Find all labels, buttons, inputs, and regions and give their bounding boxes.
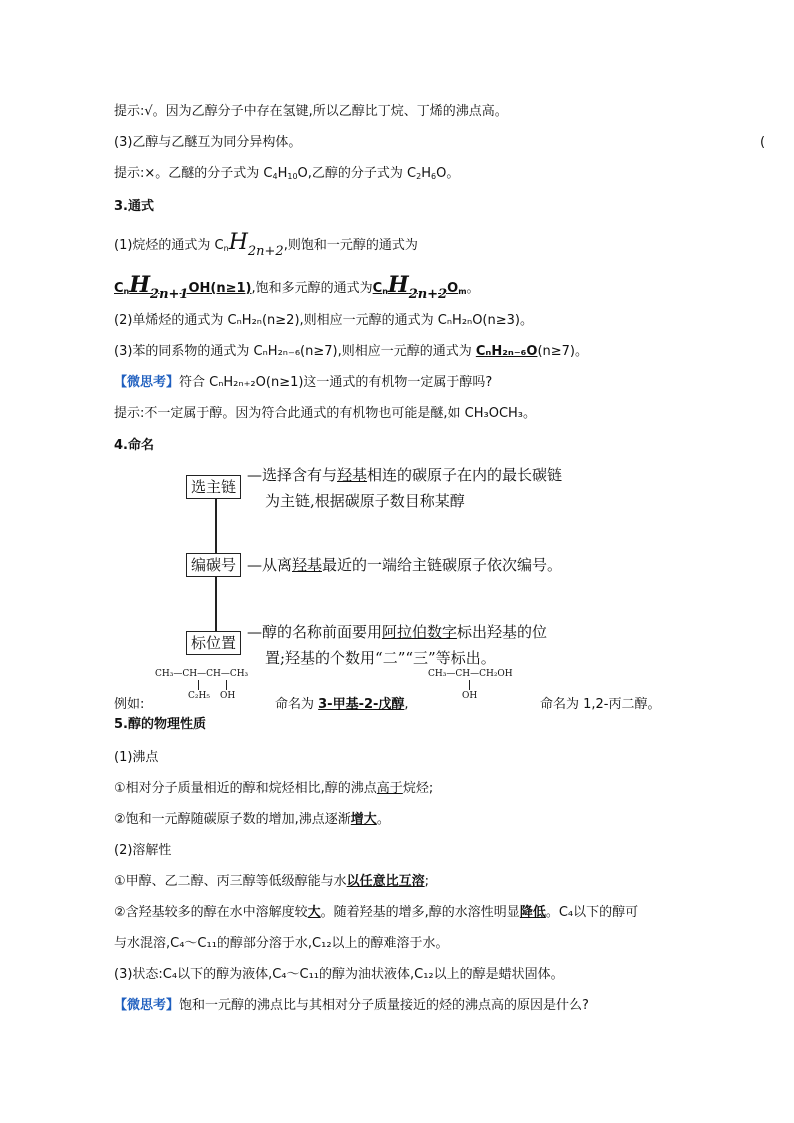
structure-1-bond-a (198, 680, 199, 690)
step3-description: —醇的名称前面要用阿拉伯数字标出羟基的位 (247, 623, 548, 641)
step3-description-2: 置;羟基的个数用“二”“三”等标出。 (265, 649, 496, 667)
boiling-point-1: ①相对分子质量相近的醇和烷烃相比,醇的沸点高于烷烃; (114, 781, 434, 796)
structure-1-bond-b (226, 680, 227, 690)
step2-description: —从离羟基最近的一端给主链碳原子依次编号。 (247, 556, 563, 574)
example-name-2: 命名为 1,2-丙二醇。 (540, 697, 661, 712)
boiling-point-2: ②饱和一元醇随碳原子数的增加,沸点逐渐增大。 (114, 812, 390, 827)
step-number-carbons: 编碳号 (186, 553, 241, 577)
structure-1-hydroxyl: OH (220, 691, 236, 701)
example-label: 例如: (114, 697, 145, 712)
structure-2-main-chain: CH₃—CH—CH₂OH (428, 669, 513, 679)
micro-think-2: 【微思考】饱和一元醇的沸点比与其相对分子质量接近的烃的沸点高的原因是什么? (114, 998, 589, 1013)
solubility-2: ②含羟基较多的醇在水中溶解度较大。随着羟基的增多,醇的水溶性明显降低。C₄以下的醇可 (114, 905, 639, 920)
solubility-1: ①甲醇、乙二醇、丙三醇等低级醇能与水以任意比互溶; (114, 874, 430, 889)
structure-1-ethyl: C₂H₅ (188, 691, 210, 701)
structure-2-hydroxyl: OH (462, 691, 478, 701)
section-3-heading: 3.通式 (114, 199, 154, 214)
hint-ether-formula: 提示:×。乙醚的分子式为 $C_4H_{10}O$,乙醇的分子式为 $C_2H_6O$。 (114, 166, 460, 181)
answer-paren: ( (760, 135, 766, 150)
hint-ethanol-boiling: 提示:√。因为乙醇分子中存在氢键,所以乙醇比丁烷、丁烯的沸点高。 (114, 104, 508, 119)
general-formula-alkene: (2)单烯烃的通式为 CₙH₂ₙ(n≥2),则相应一元醇的通式为 CₙH₂ₙO(n≥3)。 (114, 313, 533, 328)
boiling-point-heading: (1)沸点 (114, 750, 159, 765)
example-name-1: 命名为 3-甲基-2-戊醇, (275, 697, 409, 712)
solubility-3: 与水混溶,C₄～C₁₁的醇部分溶于水,C₁₂以上的醇难溶于水。 (114, 936, 449, 951)
section-5-heading: 5.醇的物理性质 (114, 717, 206, 732)
section-4-heading: 4.命名 (114, 438, 154, 453)
structure-2-bond (469, 680, 470, 690)
step-mark-position: 标位置 (186, 631, 241, 655)
step1-description-2: 为主链,根据碳原子数目称某醇 (265, 492, 465, 510)
micro-think-1: 【微思考】符合 CₙH₂ₙ₊₂O(n≥1)这一通式的有机物一定属于醇吗? (114, 375, 493, 390)
step-select-main-chain: 选主链 (186, 475, 241, 499)
general-formula-benzene: (3)苯的同系物的通式为 CₙH₂ₙ₋₆(n≥7),则相应一元醇的通式为 CₙH₂ₙ₋₆O(n≥7)。 (114, 344, 588, 359)
hint-not-necessarily: 提示:不一定属于醇。因为符合此通式的有机物也可能是醚,如 CH₃OCH₃。 (114, 406, 537, 421)
state-description: (3)状态:C₄以下的醇为液体,C₄～C₁₁的醇为油状液体,C₁₂以上的醇是蜡状固体。 (114, 967, 564, 982)
structure-1-main-chain: CH₃—CH—CH—CH₃ (155, 669, 249, 679)
step1-description: —选择含有与羟基相连的碳原子在内的最长碳链 (247, 466, 563, 484)
question-isomer: (3)乙醇与乙醚互为同分异构体。 (114, 135, 302, 150)
solubility-heading: (2)溶解性 (114, 843, 172, 858)
general-formula-alkane: (1)烷烃的通式为 $C_nH2n+2$,则饱和一元醇的通式为 (114, 230, 418, 259)
general-formula-alcohol: $C_nH2n+1OH(n\ge 1)$,饱和多元醇的通式为$C_nH2n+2O_m$。 (114, 272, 480, 302)
